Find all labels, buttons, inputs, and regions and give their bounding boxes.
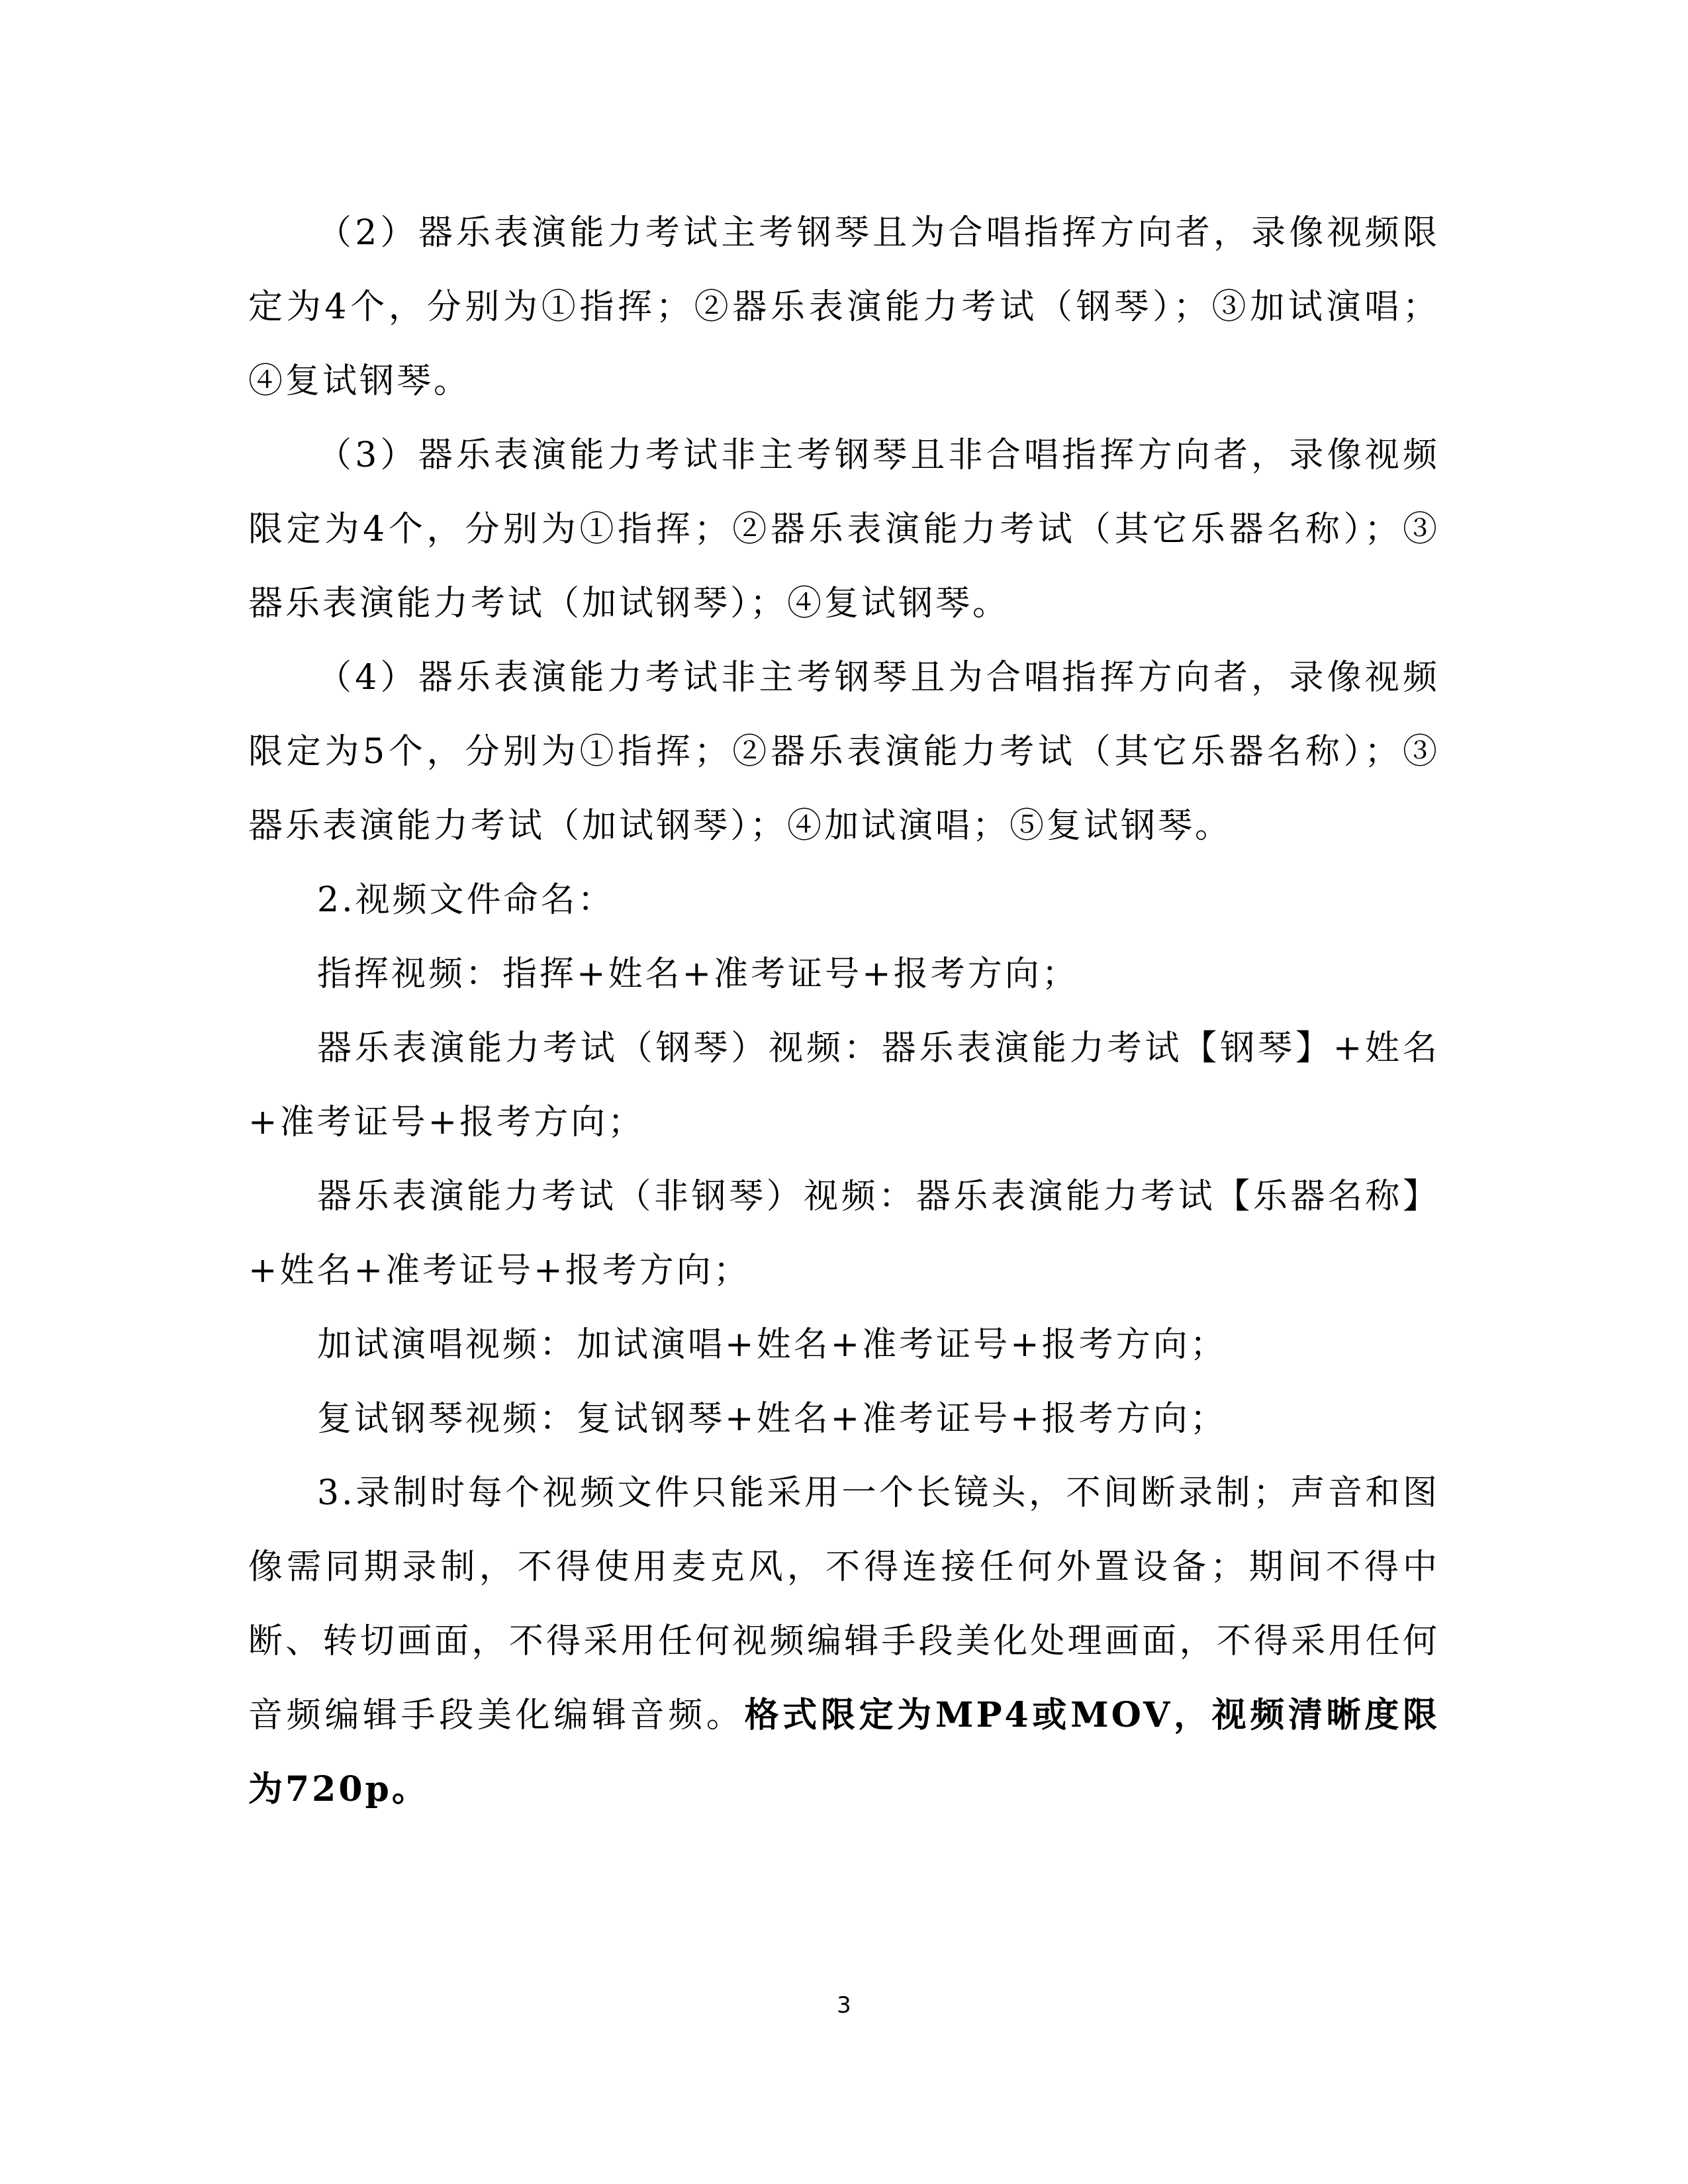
paragraph-item-3: （3）器乐表演能力考试非主考钢琴且非合唱指挥方向者，录像视频限定为4个，分别为①指挥；②器乐表演能力考试（其它乐器名称）；③器乐表演能力考试（加试钢琴）；④复试钢琴。 xyxy=(248,435,1440,623)
naming-singing: 加试演唱视频：加试演唱+姓名+准考证号+报考方向； xyxy=(317,1325,1227,1365)
document-body xyxy=(248,196,1440,1827)
naming-heading: 2.视频文件命名： xyxy=(317,880,615,920)
paragraph-item-4: （4）器乐表演能力考试非主考钢琴且为合唱指挥方向者，录像视频限定为5个，分别为①指挥；②器乐表演能力考试（其它乐器名称）；③器乐表演能力考试（加试钢琴）；④加试演唱；⑤复试钢琴。 xyxy=(248,658,1440,846)
naming-non-piano: 器乐表演能力考试（非钢琴）视频：器乐表演能力考试【乐器名称】+姓名+准考证号+报考方向； xyxy=(248,1177,1440,1291)
naming-piano: 器乐表演能力考试（钢琴）视频：器乐表演能力考试【钢琴】+姓名+准考证号+报考方向； xyxy=(248,1028,1440,1142)
naming-retest: 复试钢琴视频：复试钢琴+姓名+准考证号+报考方向； xyxy=(317,1399,1227,1439)
recording-rules-text: 3.录制时每个视频文件只能采用一个长镜头，不间断录制；声音和图像需同期录制，不得使用麦克风，不得连接任何外置设备；期间不得中断、转切画面，不得采用任何视频编辑手段美化处理画面，不得采用任何音频编辑手段美化编辑音频。 xyxy=(248,1473,1440,1735)
recording-rules xyxy=(248,1456,1440,1827)
format-requirement: 格式限定为MP4或MOV，视频清晰度限为720p。 xyxy=(248,1695,1440,1809)
paragraph-item-2: （2）器乐表演能力考试主考钢琴且为合唱指挥方向者，录像视频限定为4个，分别为①指挥；②器乐表演能力考试（钢琴）；③加试演唱；④复试钢琴。 xyxy=(248,213,1440,401)
naming-conductor: 指挥视频：指挥+姓名+准考证号+报考方向； xyxy=(317,954,1079,994)
page-number: 3 xyxy=(837,1992,851,2019)
